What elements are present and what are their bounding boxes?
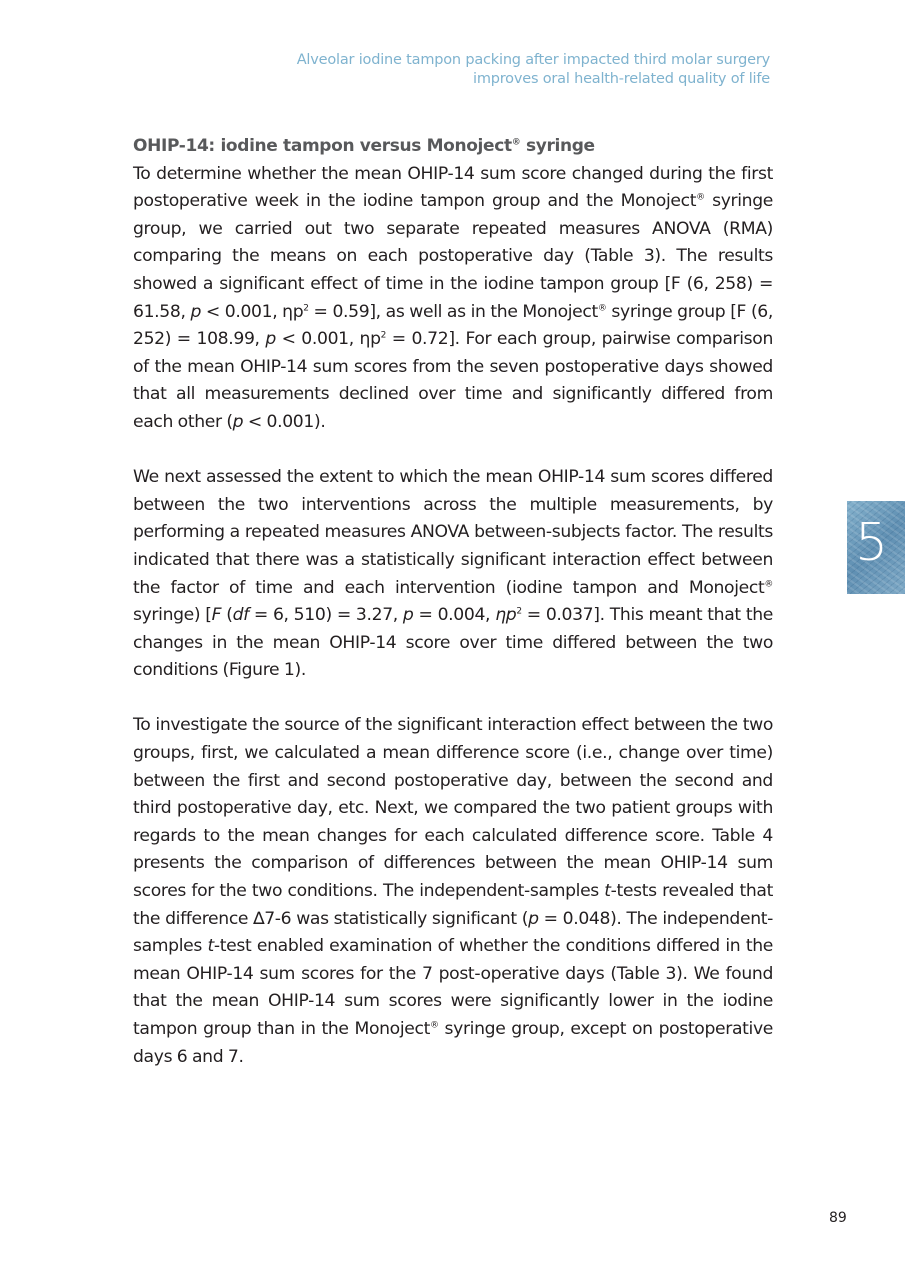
registered-mark: ®: [511, 137, 521, 148]
text-run: < 0.001, ηp: [201, 301, 304, 322]
text-run: -test enabled examination of whether the conditions differed in the mean OHIP-14 sum scores for the 7 post-operative days (Table 3). We found that the mean OHIP-14 sum scores were significantly lower in the iodine tampon group than in the Monoject: [133, 936, 773, 1039]
text-run: syringe group, except on postoperative days 6 and 7.: [133, 1019, 773, 1067]
text-run: To investigate the source of the significant interaction effect between the two groups, first, we calculated a mean difference score (i.e., change over time) between the first and second postoperative day, between the second and third postoperative day, etc. Next, we compared the two patient groups with regards to the mean changes for each calculated difference score. Table 4 presents the comparison of differences between the mean OHIP-14 sum scores for the two conditions. The independent-samples: [133, 715, 773, 902]
text-run: = 6, 510) = 3.27,: [248, 605, 403, 626]
registered-mark: ®: [430, 1020, 439, 1031]
running-head: [297, 51, 770, 89]
italic-t: t: [207, 936, 214, 957]
italic-p: p: [402, 605, 414, 626]
paragraph-1: [133, 161, 773, 437]
section-heading-text: OHIP-14: iodine tampon versus Monoject: [133, 136, 512, 156]
text-run: -tests revealed that the difference ∆7-6 was statistically significant (: [133, 881, 773, 929]
text-run: We next assessed the extent to which the mean OHIP-14 sum scores differed between the two interventions across the multiple measurements, by performing a repeated measures ANOVA between-subjects factor. The results indicated that there was a statistically significant interaction effect between the factor of time and each intervention (iodine tampon and Monoject: [133, 467, 773, 598]
text-run: = 0.004,: [413, 605, 496, 626]
italic-f: F: [211, 605, 222, 626]
registered-mark: ®: [764, 578, 773, 589]
text-run: < 0.001).: [243, 411, 326, 432]
superscript-2: 2: [516, 606, 522, 617]
registered-mark: ®: [597, 302, 607, 313]
italic-p: p: [265, 329, 276, 350]
text-run: To determine whether the mean OHIP-14 sum score changed during the first postoperative week in the iodine tampon group and the Monoject: [133, 163, 773, 212]
italic-p: p: [232, 411, 244, 432]
text-run: = 0.72]. For each group, pairwise comparison of the mean OHIP-14 sum scores from the seven postoperative days showed that all measurements declined over time and significantly differed from each other (: [133, 329, 773, 432]
italic-eta-p: ηp: [495, 605, 517, 626]
text-run: < 0.001, ηp: [275, 329, 381, 350]
italic-p: p: [190, 301, 201, 322]
text-run: (: [221, 605, 233, 626]
superscript-2: 2: [303, 302, 309, 313]
italic-t: t: [604, 881, 611, 902]
registered-mark: ®: [696, 192, 705, 203]
text-run: = 0.048). The independent-samples: [133, 908, 773, 957]
text-run: = 0.037]. This meant that the changes in the mean OHIP-14 score over time differed between the two conditions (Figure 1).: [133, 605, 773, 681]
running-head-line-2: improves oral health-related quality of life: [472, 71, 770, 87]
italic-p: p: [528, 908, 539, 929]
paragraph-2: [133, 464, 773, 685]
article-body: [133, 133, 773, 1071]
text-run: syringe group [F (6, 252) = 108.99,: [133, 301, 773, 350]
chapter-number: 5: [855, 513, 889, 573]
running-head-line-1: Alveolar iodine tampon packing after impacted third molar surgery: [296, 52, 770, 68]
chapter-tab: [847, 501, 905, 594]
text-run: syringe group, we carried out two separate repeated measures ANOVA (RMA) comparing the means on each postoperative day (Table 3). The results showed a significant effect of time in the iodine tampon group [F (6, 258) = 61.58,: [133, 191, 773, 322]
text-run: = 0.59], as well as in the Monoject: [308, 301, 598, 322]
section-heading: [133, 133, 773, 161]
superscript-2: 2: [380, 330, 387, 341]
italic-df: df: [232, 605, 249, 626]
section-heading-text-end: syringe: [520, 136, 595, 156]
text-run: syringe) [: [133, 605, 212, 626]
page-number: 89: [829, 1210, 847, 1226]
paragraph-3: [133, 712, 773, 1071]
